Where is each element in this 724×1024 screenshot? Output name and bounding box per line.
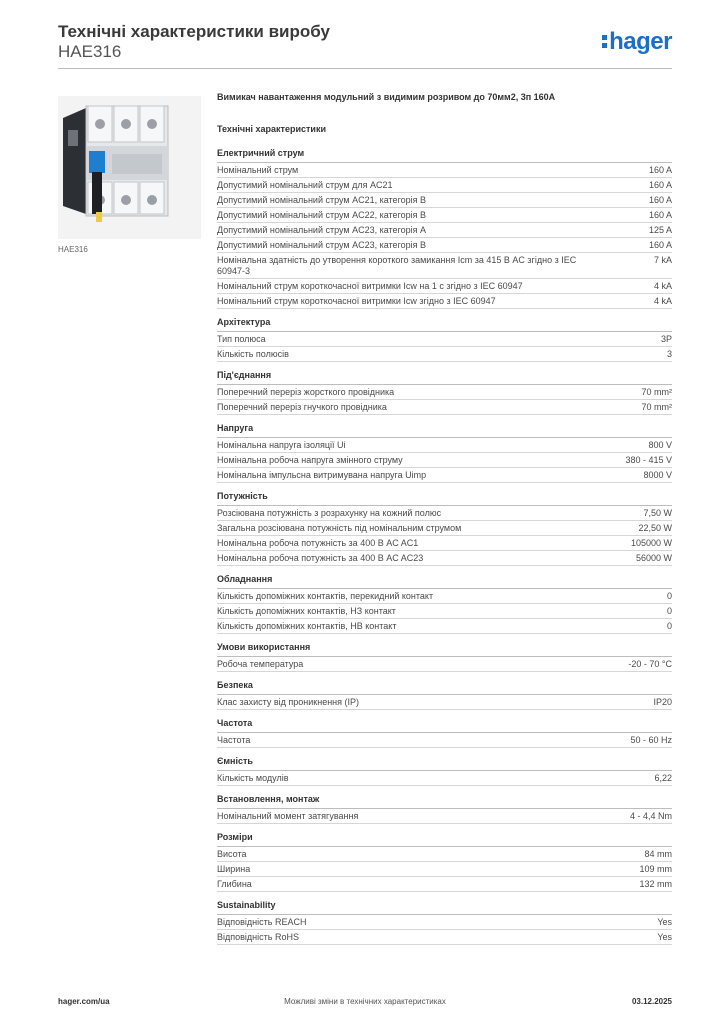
spec-row (217, 208, 672, 223)
spec-label: Кількість допоміжних контактів, НЗ контакт (217, 606, 396, 616)
tech-specs-heading: Технічні характеристики (217, 124, 326, 134)
spec-value: 800 V (648, 440, 672, 450)
spec-value: 160 A (648, 165, 672, 175)
spec-row (217, 604, 672, 619)
spec-row (217, 771, 672, 786)
spec-value: 7,50 W (643, 508, 672, 518)
spec-value: 0 (666, 606, 672, 616)
spec-label: Номінальна робоча потужність за 400 В AC AC23 (217, 553, 424, 563)
spec-value: 56000 W (635, 553, 672, 563)
spec-section (217, 832, 672, 892)
spec-row (217, 733, 672, 748)
spec-value: 3P (660, 334, 672, 344)
product-code: HAE316 (58, 42, 122, 61)
spec-row (217, 619, 672, 634)
spec-label: Висота (217, 849, 247, 859)
spec-value: 380 - 415 V (625, 455, 672, 465)
spec-label: Номінальна імпульсна витримувана напруга Uimp (217, 470, 427, 480)
section-title: Частота (217, 718, 672, 733)
spec-value: 160 A (648, 180, 672, 190)
spec-label: Тип полюса (217, 334, 266, 344)
spec-row (217, 551, 672, 566)
spec-row (217, 468, 672, 483)
spec-value: 7 kA (653, 255, 672, 265)
spec-section (217, 148, 672, 309)
section-title: Архітектура (217, 317, 672, 332)
spec-section (217, 423, 672, 483)
spec-row (217, 589, 672, 604)
spec-sections (217, 148, 672, 945)
spec-label: Відповідність RoHS (217, 932, 299, 942)
spec-label: Номінальний струм (217, 165, 299, 175)
spec-section (217, 718, 672, 748)
spec-value: 4 kA (653, 296, 672, 306)
spec-label: Номінальна робоча напруга змінного струму (217, 455, 403, 465)
spec-row (217, 400, 672, 415)
spec-value: 0 (666, 621, 672, 631)
spec-label: Номінальний момент затягування (217, 811, 359, 821)
section-title: Ємність (217, 756, 672, 771)
header-divider (58, 68, 672, 69)
spec-section (217, 900, 672, 945)
spec-value: 70 mm² (641, 402, 672, 412)
spec-row (217, 915, 672, 930)
spec-section (217, 317, 672, 362)
spec-value: 132 mm (639, 879, 672, 889)
spec-label: Частота (217, 735, 251, 745)
spec-label: Глибина (217, 879, 252, 889)
spec-row (217, 294, 672, 309)
spec-row (217, 347, 672, 362)
spec-row (217, 332, 672, 347)
spec-label: Розсіювана потужність з розрахунку на кожний полюс (217, 508, 442, 518)
spec-section (217, 680, 672, 710)
spec-label: Допустимий номінальний струм для AC21 (217, 180, 393, 190)
spec-value: 4 kA (653, 281, 672, 291)
spec-value: 0 (666, 591, 672, 601)
spec-label: Ширина (217, 864, 251, 874)
spec-label: Допустимий номінальний струм AC21, категорія B (217, 195, 427, 205)
spec-value: 105000 W (630, 538, 672, 548)
spec-label: Поперечний переріз жорсткого провідника (217, 387, 395, 397)
spec-row (217, 163, 672, 178)
section-title: Умови використання (217, 642, 672, 657)
spec-value: 160 A (648, 210, 672, 220)
spec-row (217, 930, 672, 945)
spec-label: Допустимий номінальний струм AC23, категорія A (217, 225, 427, 235)
spec-label: Загальна розсіювана потужність під номінальним струмом (217, 523, 462, 533)
spec-value: 6,22 (654, 773, 672, 783)
spec-row (217, 279, 672, 294)
page-header (58, 22, 672, 62)
spec-label: Робоча температура (217, 659, 304, 669)
spec-value: 3 (666, 349, 672, 359)
spec-section (217, 794, 672, 824)
spec-label: Номінальний струм короткочасної витримки Icw на 1 с згідно з IEC 60947 (217, 281, 523, 291)
spec-row (217, 178, 672, 193)
section-title: Розміри (217, 832, 672, 847)
spec-row (217, 521, 672, 536)
footer-disclaimer: Можливі зміни в технічних характеристиках (284, 997, 446, 1006)
spec-row (217, 847, 672, 862)
spec-row (217, 193, 672, 208)
section-title: Напруга (217, 423, 672, 438)
product-image (58, 96, 201, 239)
specifications-panel (217, 92, 672, 953)
section-title: Sustainability (217, 900, 672, 915)
spec-value: 84 mm (644, 849, 672, 859)
section-title: Обладнання (217, 574, 672, 589)
section-title: Під'єднання (217, 370, 672, 385)
spec-label: Номінальна напруга ізоляції Ui (217, 440, 346, 450)
spec-value: 22,50 W (638, 523, 672, 533)
spec-row (217, 253, 672, 279)
spec-row (217, 385, 672, 400)
spec-section (217, 491, 672, 566)
spec-row (217, 453, 672, 468)
logo-text: hager (609, 28, 672, 55)
spec-row (217, 809, 672, 824)
spec-row (217, 657, 672, 672)
spec-value: 50 - 60 Hz (630, 735, 672, 745)
spec-label: Номінальна робоча потужність за 400 В AC AC1 (217, 538, 419, 548)
spec-label: Клас захисту від проникнення (IP) (217, 697, 360, 707)
spec-label: Номінальна здатність до утворення короткого замикання Icm за 415 В AC згідно з IEC 60947-3 (217, 255, 577, 276)
spec-value: Yes (657, 932, 672, 942)
section-title: Безпека (217, 680, 672, 695)
spec-row (217, 506, 672, 521)
spec-label: Кількість модулів (217, 773, 289, 783)
spec-label: Допустимий номінальний струм AC23, категорія B (217, 240, 427, 250)
spec-value: 4 - 4,4 Nm (629, 811, 672, 821)
spec-value: 160 A (648, 195, 672, 205)
section-title: Встановлення, монтаж (217, 794, 672, 809)
spec-row (217, 238, 672, 253)
spec-value: IP20 (653, 697, 672, 707)
footer-website: hager.com/ua (58, 997, 110, 1006)
spec-row (217, 438, 672, 453)
spec-value: 8000 V (643, 470, 672, 480)
spec-row (217, 862, 672, 877)
spec-value: 109 mm (639, 864, 672, 874)
spec-label: Кількість полюсів (217, 349, 289, 359)
spec-row (217, 695, 672, 710)
section-title: Електричний струм (217, 148, 672, 163)
spec-section (217, 370, 672, 415)
hager-logo (602, 28, 672, 56)
spec-label: Кількість допоміжних контактів, НВ контакт (217, 621, 397, 631)
spec-label: Допустимий номінальний струм AC22, категорія B (217, 210, 427, 220)
spec-row (217, 223, 672, 238)
spec-label: Відповідність REACH (217, 917, 307, 927)
logo-colon-icon (602, 28, 607, 48)
spec-section (217, 756, 672, 786)
spec-value: 125 A (648, 225, 672, 235)
spec-value: 160 A (648, 240, 672, 250)
spec-label: Номінальний струм короткочасної витримки Icw згідно з IEC 60947 (217, 296, 496, 306)
section-title: Потужність (217, 491, 672, 506)
product-description: Вимикач навантаження модульний з видимим розривом до 70мм2, 3п 160А (217, 92, 556, 102)
spec-section (217, 574, 672, 634)
spec-section (217, 642, 672, 672)
document-title: Технічні характеристики виробу (58, 22, 330, 41)
image-caption: HAE316 (58, 245, 88, 254)
spec-value: -20 - 70 °C (628, 659, 672, 669)
footer-date: 03.12.2025 (631, 997, 672, 1006)
spec-value: Yes (657, 917, 672, 927)
spec-label: Поперечний переріз гнучкого провідника (217, 402, 387, 412)
spec-row (217, 536, 672, 551)
spec-value: 70 mm² (641, 387, 672, 397)
spec-row (217, 877, 672, 892)
spec-label: Кількість допоміжних контактів, перекидний контакт (217, 591, 434, 601)
